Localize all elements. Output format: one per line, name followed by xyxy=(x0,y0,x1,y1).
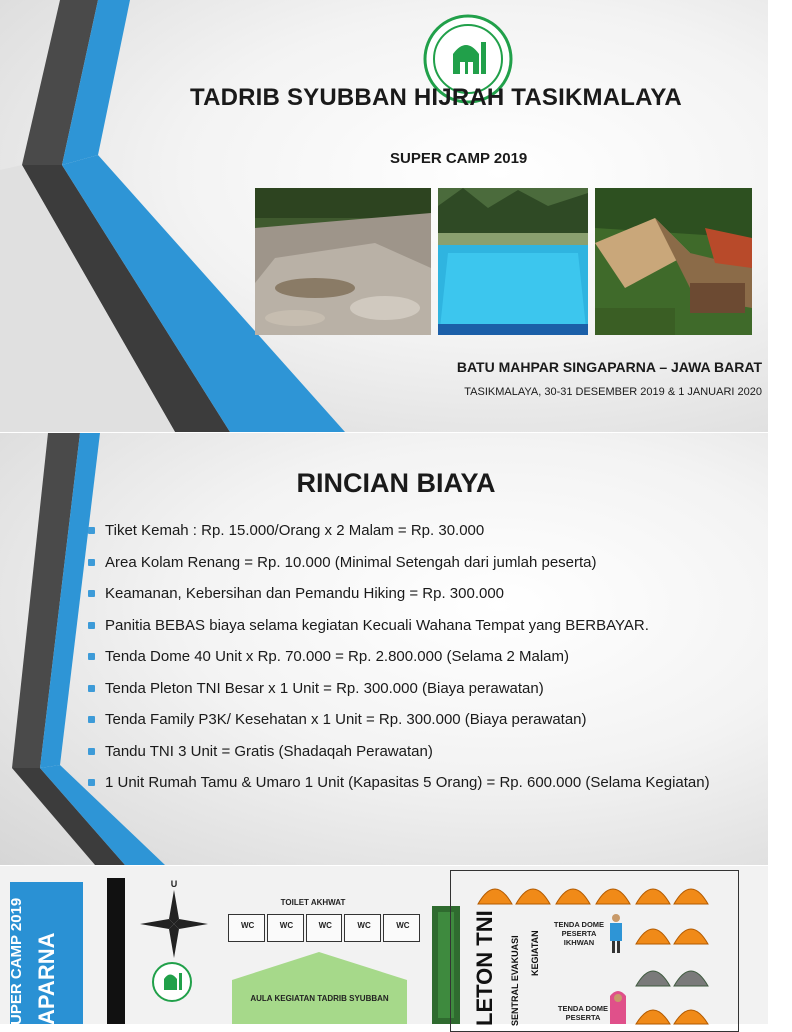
list-item: Tenda Dome 40 Unit x Rp. 70.000 = Rp. 2.800.000 (Selama 2 Malam) xyxy=(88,647,748,666)
cost-details-slide xyxy=(0,433,768,865)
banner-line2: APARNA xyxy=(34,932,59,1025)
tenda-akhwat-line: PESERTA xyxy=(565,1013,601,1022)
list-item: Tenda Pleton TNI Besar x 1 Unit = Rp. 300.000 (Biaya perawatan) xyxy=(88,679,748,698)
title-slide xyxy=(0,0,768,432)
activity-label: KEGIATAN xyxy=(530,930,540,976)
page-title: TADRIB SYUBBAN HIJRAH TASIKMALAYA xyxy=(190,84,682,111)
site-map-slide xyxy=(0,866,768,1024)
pleton-label: LETON TNI xyxy=(472,910,497,1026)
tent-grid xyxy=(476,874,736,1024)
wc-label: WC xyxy=(318,921,332,930)
compass-icon xyxy=(140,890,208,958)
photo-rocky-stream xyxy=(255,188,431,335)
list-item: 1 Unit Rumah Tamu & Umaro 1 Unit (Kapasitas 5 Orang) = Rp. 600.000 (Selama Kegiatan) xyxy=(88,773,748,792)
tenda-ikhwan-line: TENDA DOME xyxy=(553,920,605,929)
list-item: Tenda Family P3K/ Kesehatan x 1 Unit = Rp. 300.000 (Biaya perawatan) xyxy=(88,710,748,729)
wc-unit xyxy=(383,914,420,942)
list-item: Tandu TNI 3 Unit = Gratis (Shadaqah Perawatan) xyxy=(88,742,748,761)
tenda-ikhwan-line: IKHWAN xyxy=(563,938,595,947)
event-location: BATU MAHPAR SINGAPARNA – JAWA BARAT xyxy=(456,359,762,375)
vertical-banner xyxy=(10,882,83,1024)
tenda-ikhwan-label xyxy=(548,920,610,947)
toilet-block xyxy=(228,914,420,942)
wc-label: WC xyxy=(241,921,255,930)
event-subtitle: SUPER CAMP 2019 xyxy=(390,150,528,167)
wc-unit xyxy=(267,914,304,942)
tenda-ikhwan-line: PESERTA xyxy=(561,929,597,938)
cost-list xyxy=(88,521,748,805)
photo-swimming-pool xyxy=(438,188,588,335)
aula-label: AULA KEGIATAN TADRIB SYUBBAN xyxy=(250,994,389,1003)
tenda-akhwat-label xyxy=(550,1004,616,1022)
wc-label: WC xyxy=(357,921,371,930)
wc-label: WC xyxy=(396,921,410,930)
wc-unit xyxy=(306,914,343,942)
list-item: Tiket Kemah : Rp. 15.000/Orang x 2 Malam = Rp. 30.000 xyxy=(88,521,748,540)
section-title: RINCIAN BIAYA xyxy=(296,468,496,498)
list-item: Keamanan, Kebersihan dan Pemandu Hiking = Rp. 300.000 xyxy=(88,584,748,603)
tenda-akhwat-line: TENDA DOME xyxy=(557,1004,609,1013)
aula-building xyxy=(232,952,407,1024)
photo-bamboo-deck xyxy=(595,188,752,335)
wc-unit xyxy=(228,914,265,942)
wc-label: WC xyxy=(279,921,294,930)
wc-unit xyxy=(344,914,381,942)
organization-logo-small xyxy=(152,962,192,1002)
banner-line1: UPER CAMP 2019 xyxy=(8,897,25,1025)
map-road xyxy=(107,878,125,1024)
list-item: Panitia BEBAS biaya selama kegiatan Kecuali Wahana Tempat yang BERBAYAR. xyxy=(88,616,748,635)
event-date: TASIKMALAYA, 30-31 DESEMBER 2019 & 1 JANUARI 2020 xyxy=(464,386,762,398)
compass-north-label: U xyxy=(170,879,178,889)
evacuation-label: SENTRAL EVAKUASI xyxy=(510,935,520,1026)
toilet-label: TOILET AKHWAT xyxy=(280,898,346,907)
list-item: Area Kolam Renang = Rp. 10.000 (Minimal Setengah dari jumlah peserta) xyxy=(88,553,748,572)
